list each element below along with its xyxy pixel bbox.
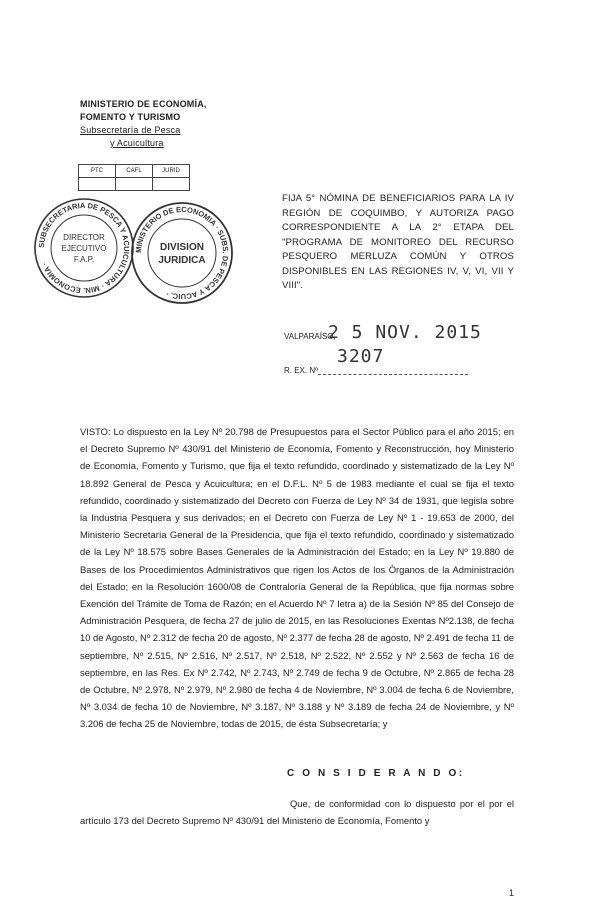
ministry-header [80, 98, 207, 150]
date-stamp: 2 5 NOV. 2015 [328, 322, 482, 343]
subsecretaria-name: Subsecretaría de Pesca [80, 125, 181, 135]
routing-cell-jurid: JURID [153, 165, 190, 178]
juridica-seal-line2: JURIDICA [158, 255, 206, 266]
director-seal-line3: F.A.P. [73, 255, 95, 264]
resolution-heading: FIJA 5° NÓMINA DE BENEFICIARIOS PARA LA IV REGIÓN DE COQUIMBO, Y AUTORIZA PAGO CORRESPONDIENTE A LA 2° ETAPA DEL "PROGRAMA DE MONITOREO DEL RECURSO PESQUERO MERLUZA COMÚN Y OTROS DISPONIBLES EN LAS REGIONES IV, V, VI, VII Y VIII". [282, 193, 514, 291]
routing-initial-1 [79, 178, 116, 191]
juridica-seal-ring-text: MINISTERIO DE ECONOMIA · SUBS. DE PESCA Y ACUIC. · [133, 204, 231, 302]
routing-cell-ptc: PTC [79, 165, 116, 178]
director-seal-ring-text: SUBSECRETARIA DE PESCA Y ACUICULTURA · MIN. ECONOMIA · [36, 200, 132, 296]
juridica-seal [129, 200, 235, 306]
ministry-name-continued: FOMENTO Y TURISMO [80, 112, 181, 122]
rex-number-line [318, 374, 468, 375]
director-seal-line2: EJECUTIVO [61, 244, 107, 253]
place-label: VALPARAÍSO, [284, 332, 336, 341]
rex-label: R. EX. Nº [284, 366, 319, 375]
routing-cell-cafl: CAFL [116, 165, 153, 178]
visto-paragraph: VISTO: Lo dispuesto en la Ley Nº 20.798 de Presupuestos para el Sector Público para el año 2015; en el Decreto Supremo Nº 430/91 del Ministerio de Economía, Fomento y Reconstrucción, hoy Ministerio de Economía, Fomento y Turismo, que fija el texto refundido, coordinado y sistematizado de la Ley Nº 18.892 General de Pesca y Acuicultura; en el D.F.L. Nº 5 de 1983 mediante el cual se fija el texto refundido, coordinado y sistematizado del Decreto con Fuerza de Ley Nº 34 de 1931, que legisla sobre la Industria Pesquera y sus derivados; en el Decreto con Fuerza de Ley Nº 1 - 19.653 de 2000, del Ministerio Secretaría General de la Presidencia, que fija el texto refundido, coordinado y sistematizado de la Ley Nº 18.575 sobre Bases Generales de la Administración del Estado; en la Ley Nº 19.880 de Bases de los Procedimientos Administrativos que rigen los Actos de los Órganos de la Administración del Estado; en la Resolución 1600/08 de Contraloría General de la República, que fija normas sobre Exención del Trámite de Toma de Razón; en el Acuerdo Nº 7 letra a) de la Sesión Nº 85 del Consejo de Administración Pesquera, de fecha 27 de julio de 2015, en las Resoluciones Exentas Nº2.138, de fecha 10 de Agosto, Nº 2.312 de fecha 20 de agosto, Nº 2.377 de fecha 28 de agosto, Nº 2.491 de fecha 11 de septiembre, Nº 2.515, Nº 2.516, Nº 2.517, Nº 2.518, Nº 2.522, Nº 2.552 y Nº 2.563 de fecha 16 de septiembre, en las Res. Ex Nº 2.742, Nº 2.743, Nº 2.749 de fecha 9 de Octubre, Nº 2.865 de fecha 28 de Octubre, Nº 2.978, Nº 2.979, Nº 2.980 de fecha 4 de Noviembre, Nº 3.004 de fecha 6 de Noviembre, Nº 3.034 de fecha 10 de Noviembre, Nº 3.187, Nº 3.188 y Nº 3.189 de fecha 24 de Noviembre, y Nº 3.206 de fecha 25 de Noviembre, todas de 2015, de ésta Subsecretaría; y [80, 426, 514, 730]
routing-box [78, 164, 190, 191]
routing-initial-3 [153, 178, 190, 191]
considerando-paragraph: Que, de conformidad con lo dispuesto por el por el artículo 173 del Decreto Supremo Nº 430/91 del Ministerio de Economía, Fomento y [80, 798, 514, 827]
ministry-name: MINISTERIO DE ECONOMÍA, [80, 99, 207, 109]
page-number: 1 [509, 888, 515, 898]
director-seal [32, 196, 136, 300]
juridica-seal-line1: DIVISION [160, 242, 204, 253]
resolution-number: 3207 [337, 346, 385, 367]
subsecretaria-name-continued: y Acuicultura [110, 138, 164, 148]
routing-initial-2 [116, 178, 153, 191]
director-seal-line1: DIRECTOR [63, 233, 105, 242]
considerando-title: C O N S I D E R A N D O: [287, 768, 465, 779]
